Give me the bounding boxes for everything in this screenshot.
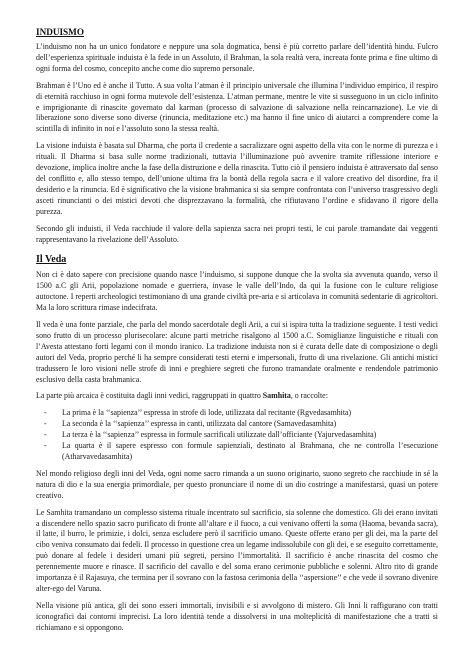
heading-induismo: INDUISMO <box>36 27 84 37</box>
paragraph-samhita <box>36 391 438 402</box>
paragraph-dharma: La visione induista è basata sul Dharma, che porta il credente a sacralizzare ogni aspetto della vita con le norme di purezza e i rituali. Il Dharma si basa sulle norme tradizionali, tuttavia l’illuminazione può avvenire tramite riflessione interiore e devozione, implica inoltre anche la fase della distruzione e della rinascita. Tutto ciò il pensiero induista è attraversato dal senso del conflitto e, allo stesso tempo, dell’unione ultima fra la bontà della regola sacra e il valore creativo del disordine, fra il desiderio e la rinuncia. Ed è significativo che la visione brahmanica si sia sempre confrontata con l’universo trasgressivo degli asceti rinuncianti o dei mistici devoti che disprezzavano la formalità, che rifiutavano l’ordine e sfidavano il rigore della purezza. <box>36 141 438 216</box>
paragraph-opera: Il veda è una fonte parziale, che parla del mondo sacerdotale degli Arii, a cui si ispira tutta la tradizione seguente. I testi vedici sono frutto di un processo plurisecolare: alcune parti metriche risalgono al 1500 a.C. Somiglianze linguistiche e rituali con l’Avesta attestano forti legami con il mondo iranico. La tradizione induista non si è curata delle date di composizione o degli autori del Veda, proprio perché li ha sempre considerati testi eterni e impersonali, frutto di una rivelazione. Gli antichi mistici tradussero le loro visioni nelle strofe di inni e preghiere segreti che furono tramandate oralmente e rendendole patrimonio esclusivo della casta brahmanica. <box>36 320 438 384</box>
paragraph-dei: Nella visione più antica, gli dei sono esseri immortali, invisibili e si avvolgono di mistero. Gli Inni li raffigurano con tratti iconografici dai contorni imprecisi. La loro identità tende a dissolversi in una molteplicità di manifestazione che a tratti si richiamano e si oppongono. <box>36 600 438 632</box>
paragraph-intro: L’induismo non ha un unico fondatore e neppure una sola dogmatica, bensì è più corretto parlare dell’identità hindu. Fulcro dell’esperienza spirituale induista è la fede in un Assoluto, il Brahman, la sola realtà vera, increata fonte prima e fine ultimo di ogni forma del cosmo, concepito anche come dio supremo personale. <box>36 42 438 73</box>
samhita-term: Samhita <box>262 391 291 401</box>
samhita-tail-text: , o raccolte: <box>290 391 328 401</box>
list-item: - La prima è la ‘‘sapienza’’ espressa in strofe di lode, utilizzata dal recitante (Rgvedasamhita) <box>62 408 438 419</box>
paragraph-brahman: Brahman è l’Uno ed è anche il Tutto. A sua volta l’atman è il principio universale che illumina l’individuo empirico, il respiro di eternità racchiuso in ogni forma mutevole dell’esistenza. L’atman permane, mentre le vite si susseguono in un ciclo infinito e imprigionante di rinascite governato dal karman (processo di salvazione di salvazione nella reincarnazione). Le vie di liberazione sono diverse sono diverse (rinuncia, meditazione etc.) ma hanno il fine unico di aiutarci a comprendere come la scintilla di infinito in noi e l’assoluto sono la stessa realtà. <box>36 80 438 134</box>
heading-il-veda: Il Veda <box>36 254 67 266</box>
paragraph-mondo-religioso: Nel mondo religioso degli inni del Veda, ogni nome sacro rimanda a un suono originario, suono segreto che racchiude in sé la natura di dio e la sua energia primordiale, per questo pronunciare il nome di un dio costringe a manifestarsi, quasi un potere creativo. <box>36 468 438 500</box>
samhita-list <box>36 408 438 463</box>
list-item: - La seconda è la ‘‘sapienza’’ espressa in canti, utilizzata dal cantore (Samavedasamhita) <box>62 419 438 430</box>
samhita-lead-text: La parte più arcaica è costituita dagli inni vedici, raggruppati in quattro <box>36 391 261 401</box>
paragraph-origins: Non ci è dato sapere con precisione quando nasce l’induismo, si suppone dunque che la svolta sia avvenuta quando, verso il 1500 a.C gli Arii, popolazione nomade e guerriera, invase le valle dell’Indo, da qui la fusione con le culture religiose autoctone. I reperti archeologici testimoniano di una grande civiltà pre-aria e si articolava in comunità sedentarie di agricoltori. Ma la loro scrittura rimase indecifrata. <box>36 270 438 313</box>
list-item: - La quarta è il sapere espresso con formule sapienziali, destinato al Brahmana, che ne controlla l’esecuzione (Atharvavedasamhita) <box>62 441 438 463</box>
list-item: - La terza è la ‘‘sapienza’’ espressa in formule sacrificali utilizzate dall’officiante (Yajurvedasamhita) <box>62 430 438 441</box>
paragraph-veda-intro: Secondo gli induisti, il Veda racchiude il valore della sapienza sacra nei propri testi, le cui parole tramandate dai veggenti rappresentavano la rivelazione dell’Assoluto. <box>36 223 438 244</box>
paragraph-rituali: Le Samhita tramandano un complesso sistema rituale incentrato sul sacrificio, sia solenne che domestico. Gli dei erano invitati a discendere nello spazio sacro purificato di fronte all’altare e il fuoco, a cui venivano offerti la soma (Haoma, bevanda sacra), il latte, il burro, le primizie, i dolci, senza escludere però il sacrificio umano. Queste offerte erano per gli dei, ma la parte del cibo veniva consumato dai fedeli. Il processo in questione crea un legame indissolubile con gli dei, e se eseguito correttamente, può donare al fedele i desideri umani più segreti, persino l’immortalità. Il sacrificio è anche rinascita del cosmo che perennemente muore e rinasce. Il sacrificio del cavallo e del soma erano cerimonie pubbliche e solenni. Altro rito di grande importanza è il Rajasuya, che termina per il sovrano con la fastosa cerimonia della ‘‘aspersione’’ e che vede il sovrano divenire alter-ego del Varuna. <box>36 507 438 593</box>
